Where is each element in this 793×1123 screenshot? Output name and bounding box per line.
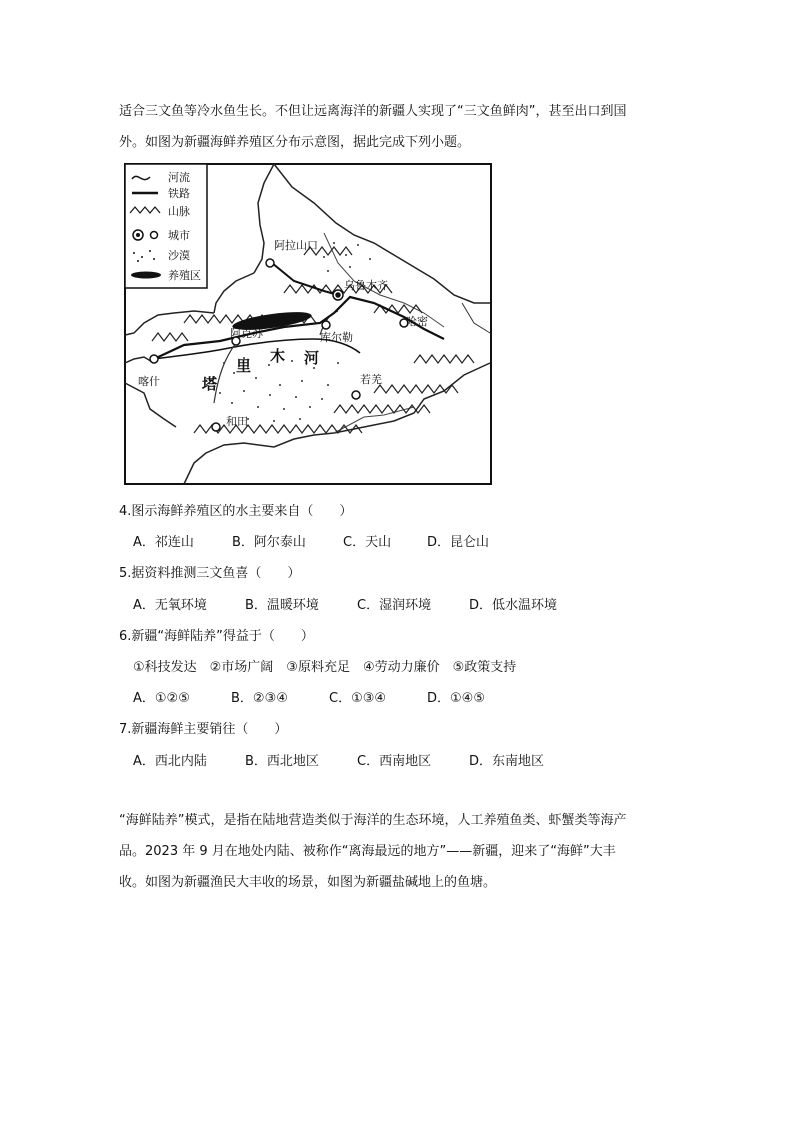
xinjiang-seafood-map xyxy=(124,163,492,485)
legend-railway-label: 铁路 xyxy=(168,187,190,200)
q6-statements: ①科技发达 ②市场广阔 ③原料充足 ④劳动力廉价 ⑤政策支持 xyxy=(133,660,517,675)
label-akesu: 阿克苏 xyxy=(230,327,263,340)
legend-city-label: 城市 xyxy=(168,229,190,242)
label-kuerle: 库尔勒 xyxy=(320,331,353,344)
q5-option-d[interactable]: D．低水温环境 xyxy=(469,598,558,613)
label-hami: 哈密 xyxy=(406,315,428,328)
q4-option-c[interactable]: C．天山 xyxy=(343,535,392,550)
q6-option-b[interactable]: B．②③④ xyxy=(231,691,288,706)
label-tarim-4: 河 xyxy=(304,349,320,367)
question-7-stem: 7.新疆海鲜主要销往（ ） xyxy=(119,722,288,737)
intro-line-2: 外。如图为新疆海鲜养殖区分布示意图，据此完成下列小题。 xyxy=(119,135,471,150)
label-kashi: 喀什 xyxy=(138,375,160,388)
q7-option-b[interactable]: B．西北地区 xyxy=(245,754,319,769)
q6-option-c[interactable]: C．①③④ xyxy=(329,691,387,706)
label-alashankou: 阿拉山口 xyxy=(274,239,318,252)
map-legend xyxy=(125,164,207,288)
q4-option-d[interactable]: D．昆仑山 xyxy=(427,535,490,550)
label-urumqi: 乌鲁木齐 xyxy=(344,279,388,292)
label-ruoqiang: 若羌 xyxy=(360,373,382,386)
legend-mountain-label: 山脉 xyxy=(168,205,190,218)
q5-option-a[interactable]: A．无氧环境 xyxy=(133,598,207,613)
q7-option-a[interactable]: A．西北内陆 xyxy=(133,754,207,769)
passage-line-2: 品。2023 年 9 月在地处内陆、被称作“离海最远的地方”——新疆，迎来了“海鲜”大丰 xyxy=(119,844,616,859)
label-hetian: 和田 xyxy=(226,415,248,428)
passage-line-3: 收。如图为新疆渔民大丰收的场景，如图为新疆盐碱地上的鱼塘。 xyxy=(119,875,497,890)
farm-area-symbol xyxy=(131,272,161,279)
q5-option-b[interactable]: B．温暖环境 xyxy=(245,598,319,613)
label-tarim-3: 木 xyxy=(270,347,286,365)
q7-option-c[interactable]: C．西南地区 xyxy=(357,754,432,769)
question-4-stem: 4.图示海鲜养殖区的水主要来自（ ） xyxy=(119,504,353,519)
passage-line-1: “海鲜陆养”模式，是指在陆地营造类似于海洋的生态环境，人工养殖鱼类、虾蟹类等海产 xyxy=(119,813,627,828)
question-6-stem: 6.新疆“海鲜陆养”得益于（ ） xyxy=(119,629,314,644)
label-tarim-2: 里 xyxy=(236,357,252,375)
legend-river-label: 河流 xyxy=(168,171,190,184)
q5-option-c[interactable]: C．湿润环境 xyxy=(357,598,432,613)
legend-farm-label: 养殖区 xyxy=(168,269,201,282)
q4-option-a[interactable]: A．祁连山 xyxy=(133,535,194,550)
q6-option-d[interactable]: D．①④⑤ xyxy=(427,691,485,706)
q7-option-d[interactable]: D．东南地区 xyxy=(469,754,545,769)
label-tarim-1: 塔 xyxy=(202,375,218,393)
question-5-stem: 5.据资料推测三文鱼喜（ ） xyxy=(119,566,301,581)
q6-option-a[interactable]: A．①②⑤ xyxy=(133,691,190,706)
q4-option-b[interactable]: B．阿尔泰山 xyxy=(232,535,306,550)
intro-line-1: 适合三文鱼等冷水鱼生长。不但让远离海洋的新疆人实现了“三文鱼鲜肉”，甚至出口到国 xyxy=(119,104,627,119)
legend-desert-label: 沙漠 xyxy=(168,249,190,262)
